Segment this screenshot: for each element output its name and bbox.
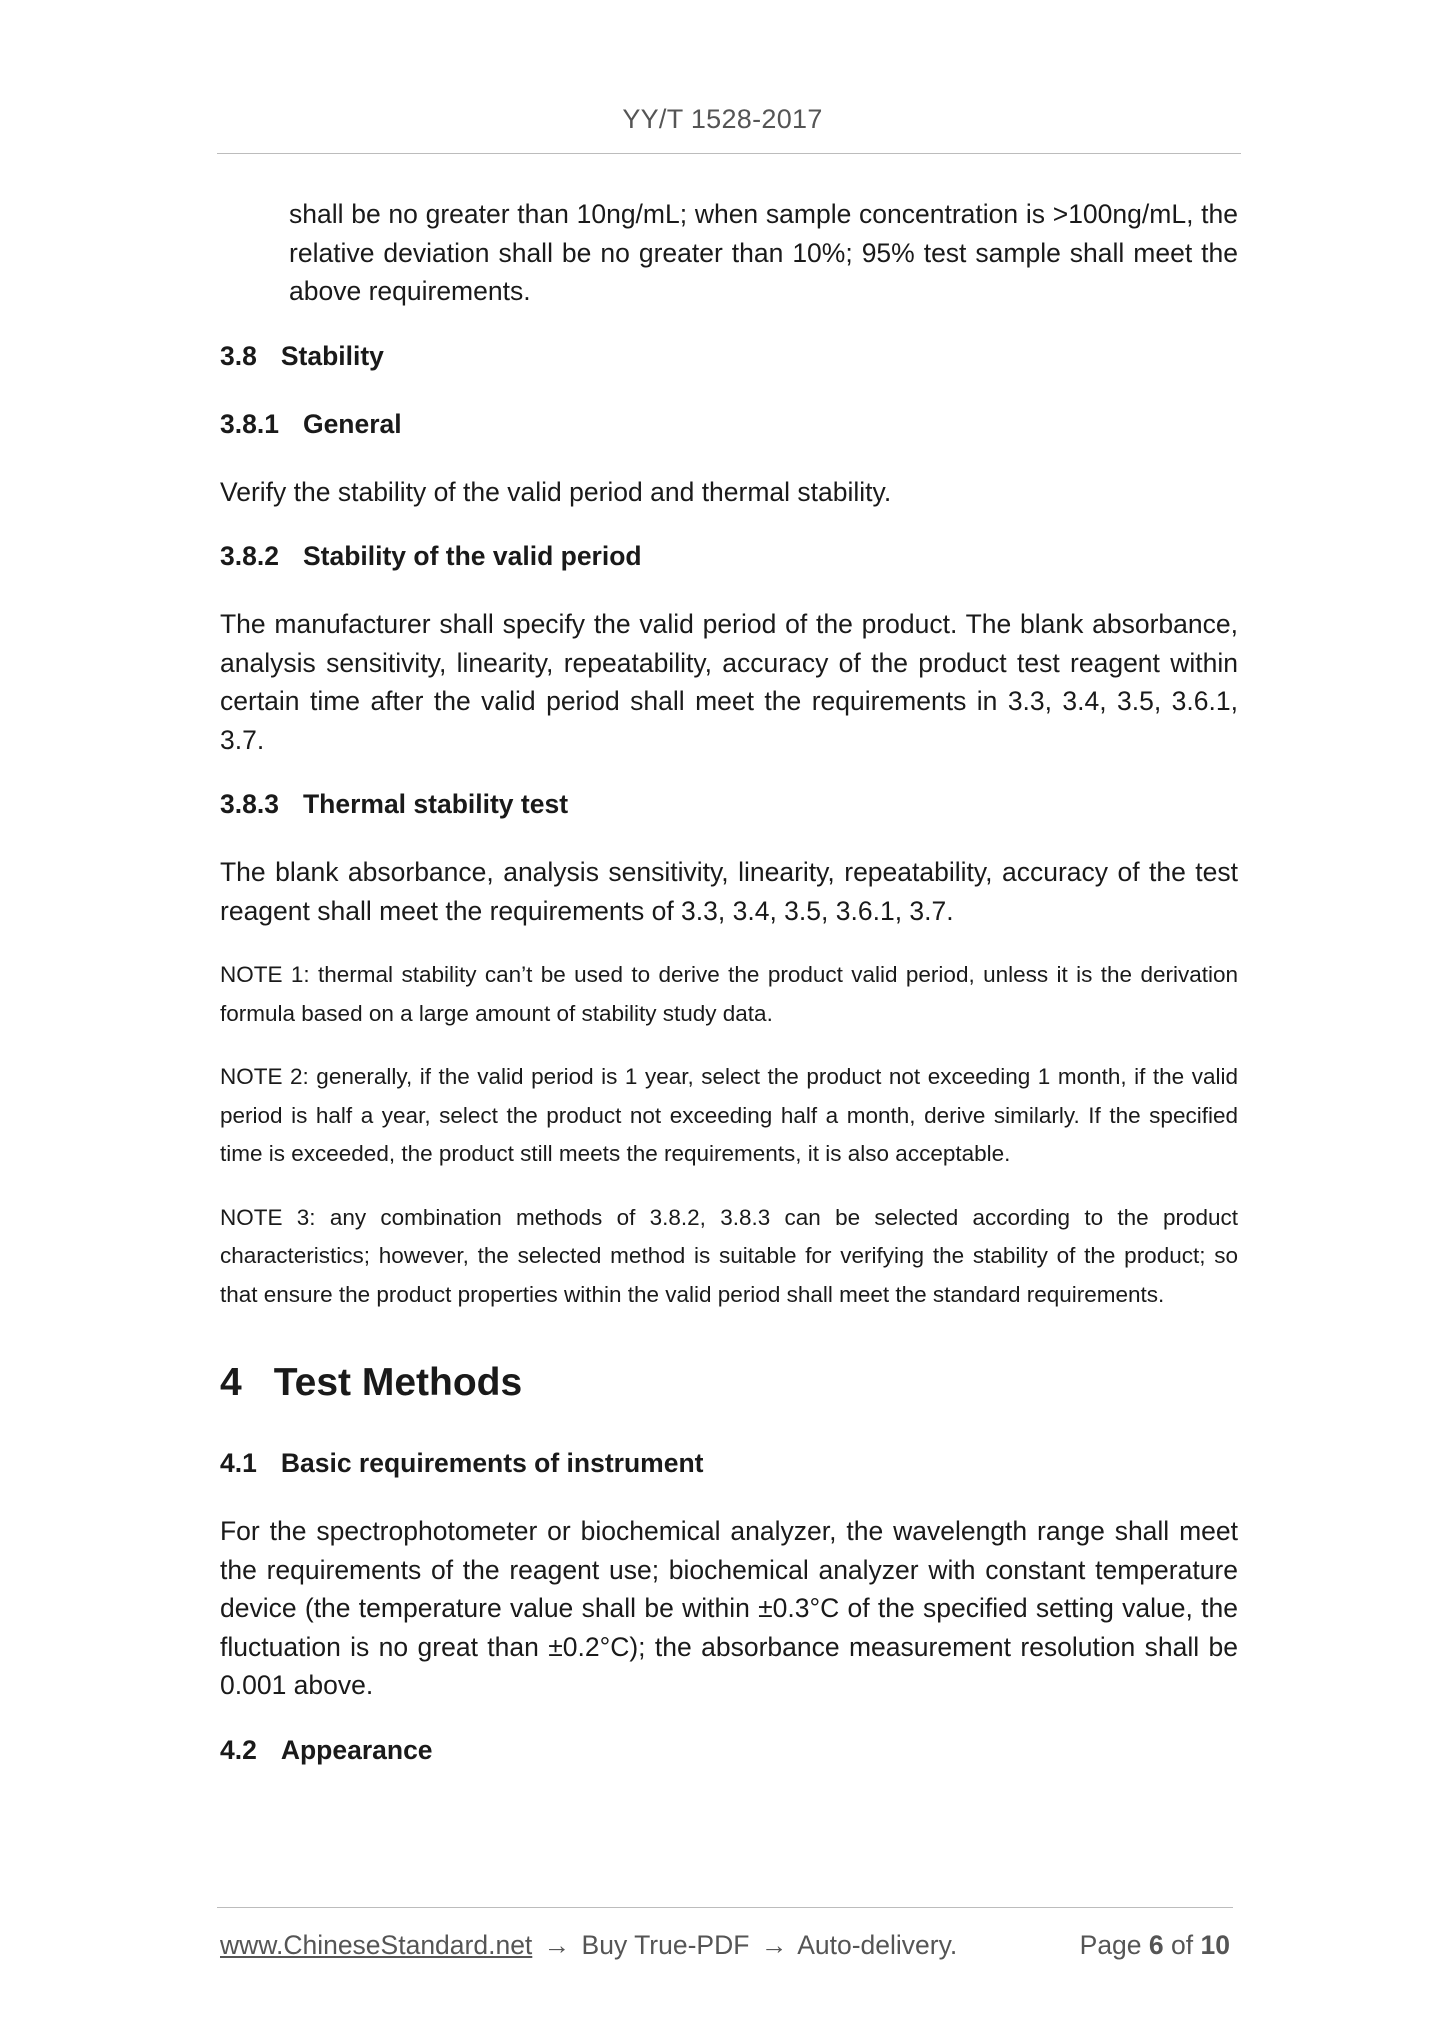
section-title: Basic requirements of instrument [280, 1448, 704, 1478]
section-number: 3.8.2 [220, 541, 279, 571]
paragraph-3-8-3: The blank absorbance, analysis sensitivity, linearity, repeatability, accuracy of the test reagent shall meet the requirements of 3.3, 3.4, 3.5, 3.6.1, 3.7. [220, 857, 1238, 926]
section-heading-4 [220, 1358, 1238, 1408]
website-link[interactable]: www.ChineseStandard.net [220, 1930, 533, 1960]
footer-divider [217, 1907, 1233, 1908]
page-indicator [1080, 1930, 1230, 1961]
arrow-right-icon: → [760, 1930, 788, 1960]
section-heading-4-1 [220, 1444, 1238, 1482]
page-label: Page [1079, 1930, 1142, 1960]
page-total: 10 [1200, 1930, 1230, 1960]
section-title: Stability of the valid period [302, 541, 642, 571]
section-heading-4-2 [220, 1731, 1238, 1769]
section-title: Thermal stability test [302, 789, 569, 819]
page-content [220, 195, 1238, 1799]
section-number: 4.2 [220, 1734, 257, 1765]
section-number: 3.8.1 [220, 408, 279, 439]
page-of: of [1171, 1930, 1194, 1960]
section-heading-3-8-1 [220, 405, 1238, 443]
section-number: 4.1 [220, 1448, 257, 1478]
section-title: General [302, 408, 402, 439]
section-heading-3-8 [220, 337, 1238, 375]
note-2: NOTE 2: generally, if the valid period is 1 year, select the product not exceeding 1 month, if the valid period is half a year, select the product not exceeding half a month, derive similarly. If the specified time is exceeded, the product still meets the requirements, it is also acceptable. [220, 1064, 1238, 1166]
note-3: NOTE 3: any combination methods of 3.8.2, 3.8.3 can be selected according to the product characteristics; however, the selected method is suitable for verifying the stability of the product; so that ensure the product properties within the valid period shall meet the standard requirements. [220, 1204, 1238, 1307]
section-number: 4 [220, 1361, 242, 1404]
paragraph-continued: shall be no greater than 10ng/mL; when sample concentration is >100ng/mL, the relative deviation shall be no greater than 10%; 95% test sample shall meet the above requirements. [289, 199, 1238, 306]
paragraph-3-8-2: The manufacturer shall specify the valid period of the product. The blank absorbance, analysis sensitivity, linearity, repeatability, accuracy of the product test reagent within certain time after the valid period shall meet the requirements in 3.3, 3.4, 3.5, 3.6.1, 3.7. [220, 609, 1238, 755]
buy-text: Buy True-PDF [581, 1930, 750, 1960]
document-code-header: YY/T 1528-2017 [622, 104, 823, 134]
note-1: NOTE 1: thermal stability can’t be used to derive the product valid period, unless it is the derivation formula based on a large amount of stability study data. [220, 962, 1238, 1026]
section-heading-3-8-2 [220, 537, 1238, 575]
arrow-right-icon: → [543, 1930, 571, 1960]
section-number: 3.8.3 [220, 789, 279, 819]
section-title: Test Methods [273, 1361, 523, 1404]
page-current: 6 [1148, 1930, 1164, 1960]
header-divider [217, 153, 1241, 154]
section-number: 3.8 [220, 340, 257, 371]
paragraph-4-1: For the spectrophotometer or biochemical analyzer, the wavelength range shall meet the requirements of the reagent use; biochemical analyzer with constant temperature device (the temperature value shall be within ±0.3°C of the specified setting value, the fluctuation is no great than ±0.2°C); the absorbance measurement resolution shall be 0.001 above. [220, 1516, 1238, 1700]
section-title: Appearance [280, 1734, 433, 1765]
paragraph-3-8-1: Verify the stability of the valid period and thermal stability. [220, 476, 892, 507]
delivery-text: Auto-delivery. [797, 1930, 958, 1960]
footer-promo [220, 1930, 957, 1961]
section-heading-3-8-3 [220, 785, 1238, 823]
section-title: Stability [280, 340, 384, 371]
